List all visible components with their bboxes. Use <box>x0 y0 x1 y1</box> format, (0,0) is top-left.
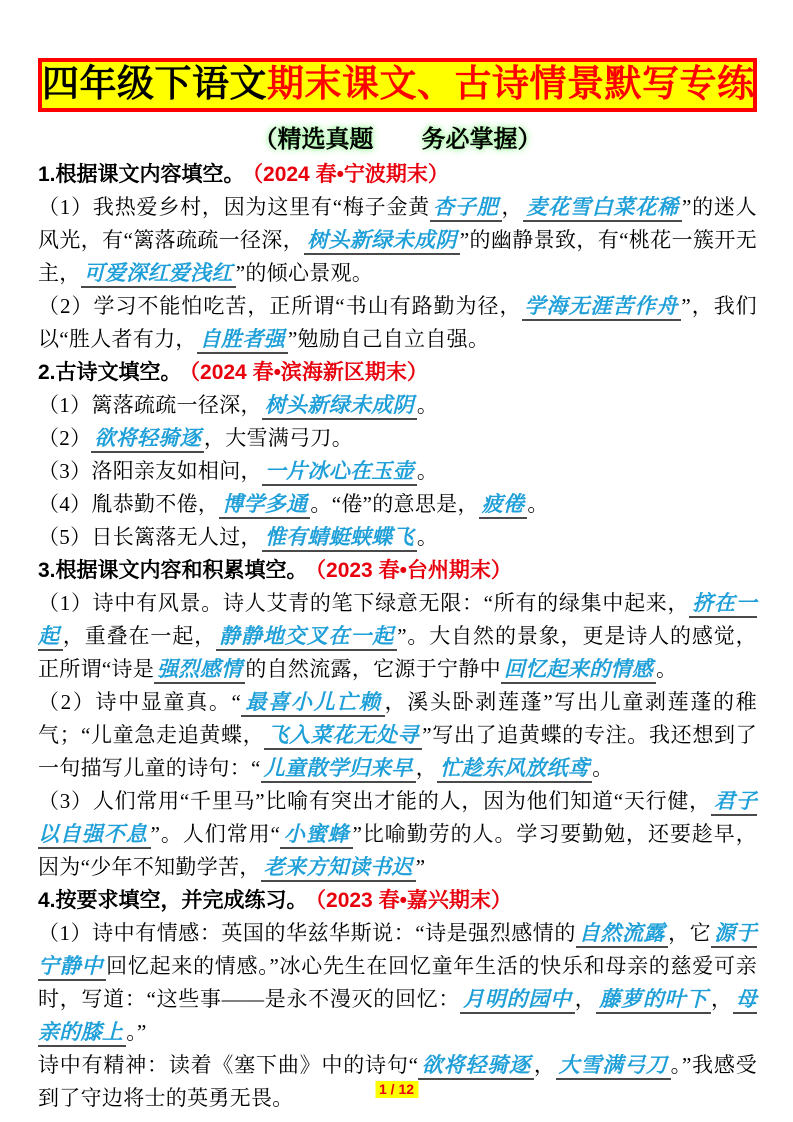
section-heading <box>38 158 757 191</box>
paragraph <box>38 785 757 884</box>
section-title-text: 3.根据课文内容和积累填空。 <box>38 558 308 582</box>
answer-text: 自然流露 <box>576 921 668 948</box>
body-text: （1）我热爱乡村，因为这里有“梅子金黄 <box>38 194 431 219</box>
exam-source-label: （2023 春•嘉兴期末） <box>315 888 512 912</box>
answer-text: 儿童散学归来早 <box>261 756 416 783</box>
body-text: ，它 <box>668 920 712 945</box>
paragraph <box>38 455 757 488</box>
body-text: （1）篱落疏疏一径深， <box>38 392 262 417</box>
section-title-text: 1.根据课文内容填空。 <box>38 162 245 186</box>
section-title-text: 4.按要求填空，并完成练习。 <box>38 888 308 912</box>
answer-text: 君子以自强不息 <box>38 789 757 849</box>
paragraph <box>38 488 757 521</box>
title-topic-text: 期末课文、古诗情景默写专练 <box>267 63 755 104</box>
answer-text: 强烈感情 <box>154 657 245 684</box>
body-text: ， <box>501 194 524 219</box>
body-text: ”的幽静景致，有“桃花一簇开无主， <box>38 227 757 285</box>
body-text: ”。大自然的景象，更是诗人的感觉，正所谓“诗是 <box>38 623 757 681</box>
body-text: ， <box>415 755 438 780</box>
body-text: ”写出了追黄蝶的专注。我还想到了一句描写儿童的诗句：“ <box>38 722 757 780</box>
answer-text: 树头新绿未成阴 <box>262 393 417 420</box>
sections <box>38 158 757 1115</box>
answer-text: 静静地交叉在一起 <box>216 624 397 651</box>
body-text: ”勉励自己自立自强。 <box>287 326 490 351</box>
answer-text: 可爱深红爱浅红 <box>81 261 236 288</box>
body-text: 。 <box>416 458 439 483</box>
paragraph <box>38 686 757 785</box>
body-text: 。 <box>527 491 549 516</box>
answer-text: 飞入菜花无处寻 <box>264 723 422 750</box>
subtitle: （精选真题 务必掌握） <box>253 125 542 153</box>
answer-text: 疲倦 <box>479 492 528 519</box>
answer-text: 自胜者强 <box>197 327 288 354</box>
page-number-badge: 1 / 12 <box>375 1081 418 1098</box>
body-text: 。” <box>126 1019 147 1044</box>
body-text: ，溪头卧剥莲蓬”写出儿童剥莲蓬的稚气；“儿童急走追黄蝶， <box>38 689 757 747</box>
body-text: ， <box>710 986 733 1011</box>
answer-text: 欲将轻骑逐 <box>418 1053 534 1080</box>
body-text: （3）人们常用“千里马”比喻有突出才能的人，因为他们知道“天行健， <box>38 788 711 813</box>
paragraph <box>38 389 757 422</box>
body-text: 。”我感受到了守边将士的英勇无畏。 <box>38 1052 758 1110</box>
answer-text: 母亲的膝上 <box>38 987 757 1047</box>
body-text: ”的倾心景观。 <box>235 260 374 285</box>
body-text: （4）胤恭勤不倦， <box>38 491 220 516</box>
answer-text: 忙趁东风放纸鸢 <box>437 756 592 783</box>
body-text: ，重叠在一起， <box>62 623 217 648</box>
body-text: （1）诗中有风景。诗人艾青的笔下绿意无限：“所有的绿集中起来， <box>38 590 690 615</box>
body-text: （3）洛阳亲友如相问， <box>38 458 262 483</box>
answer-text: 学海无涯苦作舟 <box>522 294 682 321</box>
body-text: ， <box>574 986 597 1011</box>
body-text: 。 <box>416 524 439 549</box>
answer-text: 树头新绿未成阴 <box>304 228 460 255</box>
answer-text: 回忆起来的情感 <box>501 657 656 684</box>
body-text: ，大雪满弓刀。 <box>203 425 354 450</box>
body-text: ”。人们常用“ <box>150 821 281 846</box>
body-text: （2） <box>38 425 92 450</box>
paragraph <box>38 587 757 686</box>
body-text: 。 <box>656 656 678 681</box>
answer-text: 藤萝的叶下 <box>596 987 711 1014</box>
body-text: 诗中有精神：读着《塞下曲》中的诗句“ <box>38 1052 419 1077</box>
section-title-text: 2.古诗文填空。 <box>38 360 182 384</box>
answer-text: 惟有蜻蜓蛱蝶飞 <box>262 525 417 552</box>
answer-text: 麦花雪白菜花稀 <box>523 195 682 222</box>
paragraph <box>38 422 757 455</box>
title-banner <box>38 58 757 112</box>
section-heading <box>38 884 757 917</box>
answer-text: 最喜小儿亡赖 <box>241 690 384 717</box>
answer-text: 月明的园中 <box>460 987 575 1014</box>
answer-text: 欲将轻骑逐 <box>91 426 204 453</box>
body-text: ”比喻勤劳的人。学习要勤勉，还要趁早，因为“少年不知勤学苦， <box>38 821 757 879</box>
answer-text: 源于宁静中 <box>38 921 757 981</box>
paragraph <box>38 290 757 356</box>
body-text: （1）诗中有情感：英国的华兹华斯说：“诗是强烈感情的 <box>38 920 576 945</box>
body-text: （5）日长篱落无人过， <box>38 524 262 549</box>
body-text: ”，我们以“胜人者有力， <box>38 293 757 351</box>
body-text: ”的迷人风光，有“篱落疏疏一径深， <box>38 194 757 252</box>
body-text: 。 <box>592 755 614 780</box>
paragraph <box>38 191 757 290</box>
answer-text: 杏子肥 <box>430 195 501 222</box>
body-text: 。 <box>416 392 439 417</box>
body-text: 的自然流露，它源于宁静中 <box>245 656 501 681</box>
exam-source-label: （2023 春•台州期末） <box>315 558 512 582</box>
answer-text: 博学多通 <box>219 492 310 519</box>
body-text: 。“倦”的意思是， <box>310 491 479 516</box>
body-text: 回忆起来的情感。”冰心先生在回忆童年生活的快乐和母亲的慈爱可亲时，写道：“这些事——是永不漫灭的回忆： <box>38 953 757 1011</box>
section-heading <box>38 554 757 587</box>
answer-text: 大雪满弓刀 <box>556 1053 671 1080</box>
paragraph <box>38 521 757 554</box>
exam-source-label: （2024 春•宁波期末） <box>252 162 449 186</box>
body-text: （2）诗中显童真。“ <box>38 689 242 714</box>
body-text: （2）学习不能怕吃苦，正所谓“书山有路勤为径， <box>38 293 522 318</box>
title-grade-text: 四年级下语文 <box>42 63 267 104</box>
answer-text: 挤在一起 <box>38 591 757 651</box>
section-heading <box>38 356 757 389</box>
paragraph <box>38 917 757 1049</box>
exam-source-label: （2024 春•滨海新区期末） <box>189 360 428 384</box>
body-text: ， <box>533 1052 556 1077</box>
answer-text: 一片冰心在玉壶 <box>262 459 417 486</box>
answer-text: 小蜜蜂 <box>280 822 352 849</box>
body-text: ” <box>415 854 426 879</box>
answer-text: 老来方知读书迟 <box>261 855 416 882</box>
